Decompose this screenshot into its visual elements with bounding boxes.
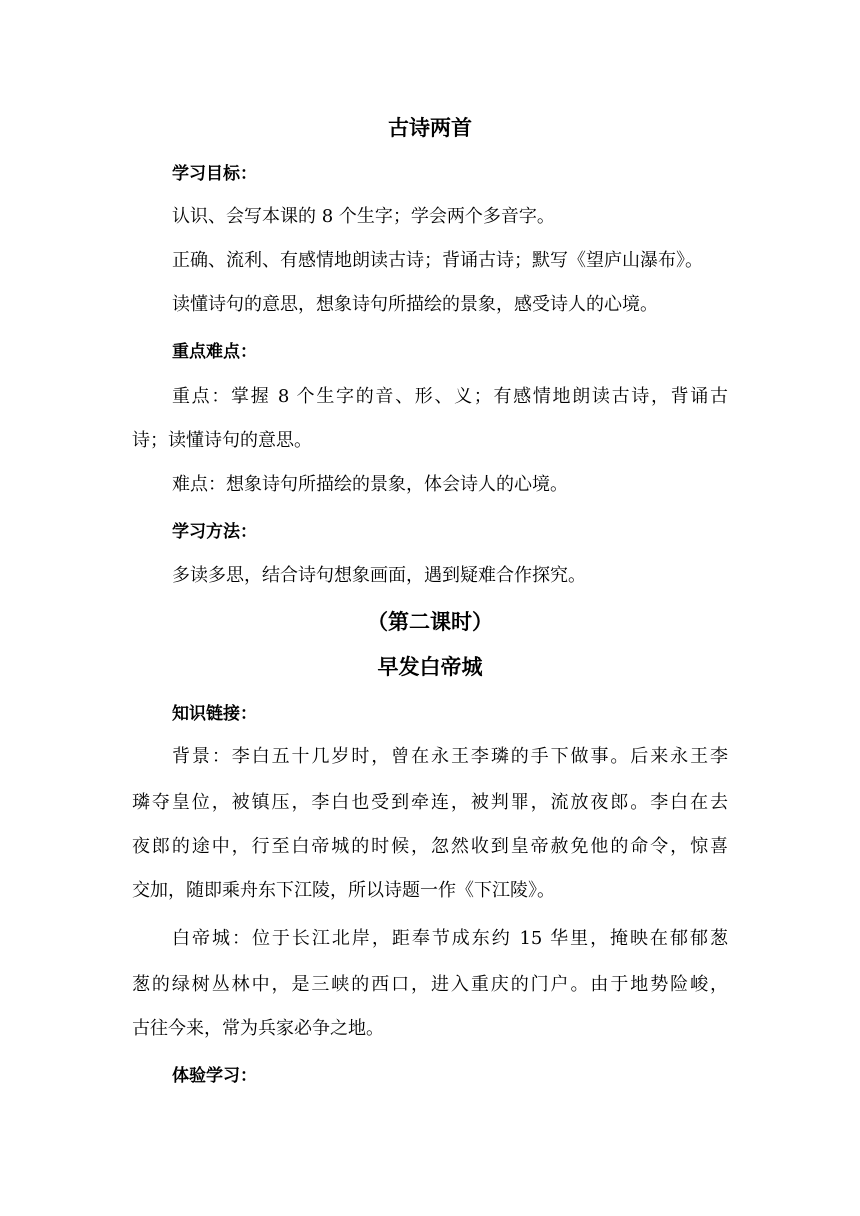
goals-line-3: 读懂诗句的意思，想象诗句所描绘的景象，感受诗人的心境。	[172, 294, 658, 315]
background-line-1: 背景：李白五十几岁时，曾在永王李璘的手下做事。后来永王李	[172, 746, 728, 767]
background-line-2: 璘夺皇位，被镇压，李白也受到牵连，被判罪，流放夜郎。李白在去	[132, 792, 728, 813]
goals-line-1: 认识、会写本课的 8 个生字；学会两个多音字。	[172, 206, 555, 227]
baidicity-line-1: 白帝城：位于长江北岸，距奉节成东约 15 华里，掩映在郁郁葱	[172, 928, 728, 949]
baidicity-line-2: 葱的绿树丛林中，是三峡的西口，进入重庆的门户。由于地势险峻，	[132, 974, 728, 995]
method-line-1: 多读多思，结合诗句想象画面，遇到疑难合作探究。	[172, 565, 586, 586]
document-title: 古诗两首	[388, 116, 472, 140]
background-line-3: 夜郎的途中，行至白帝城的时候，忽然收到皇帝赦免他的命令，惊喜	[132, 836, 728, 857]
background-line-4: 交加，随即乘舟东下江陵，所以诗题一作《下江陵》。	[132, 880, 555, 901]
method-heading: 学习方法：	[172, 522, 257, 542]
poem-title: 早发白帝城	[377, 655, 483, 679]
goals-line-2: 正确、流利、有感情地朗读古诗；背诵古诗；默写《望庐山瀑布》。	[172, 250, 703, 271]
keypoints-line-1b: 诗；读懂诗句的意思。	[132, 430, 312, 451]
knowledge-heading: 知识链接：	[172, 704, 257, 724]
experience-heading: 体验学习：	[172, 1066, 257, 1086]
goals-heading: 学习目标：	[172, 164, 257, 184]
lesson-label: （第二课时）	[367, 610, 493, 634]
baidicity-line-3: 古往今来，常为兵家必争之地。	[132, 1018, 384, 1039]
keypoints-heading: 重点难点：	[172, 342, 257, 362]
keypoints-line-2: 难点：想象诗句所描绘的景象，体会诗人的心境。	[172, 474, 568, 495]
keypoints-line-1a: 重点：掌握 8 个生字的音、形、义；有感情地朗读古诗，背诵古	[172, 386, 728, 407]
